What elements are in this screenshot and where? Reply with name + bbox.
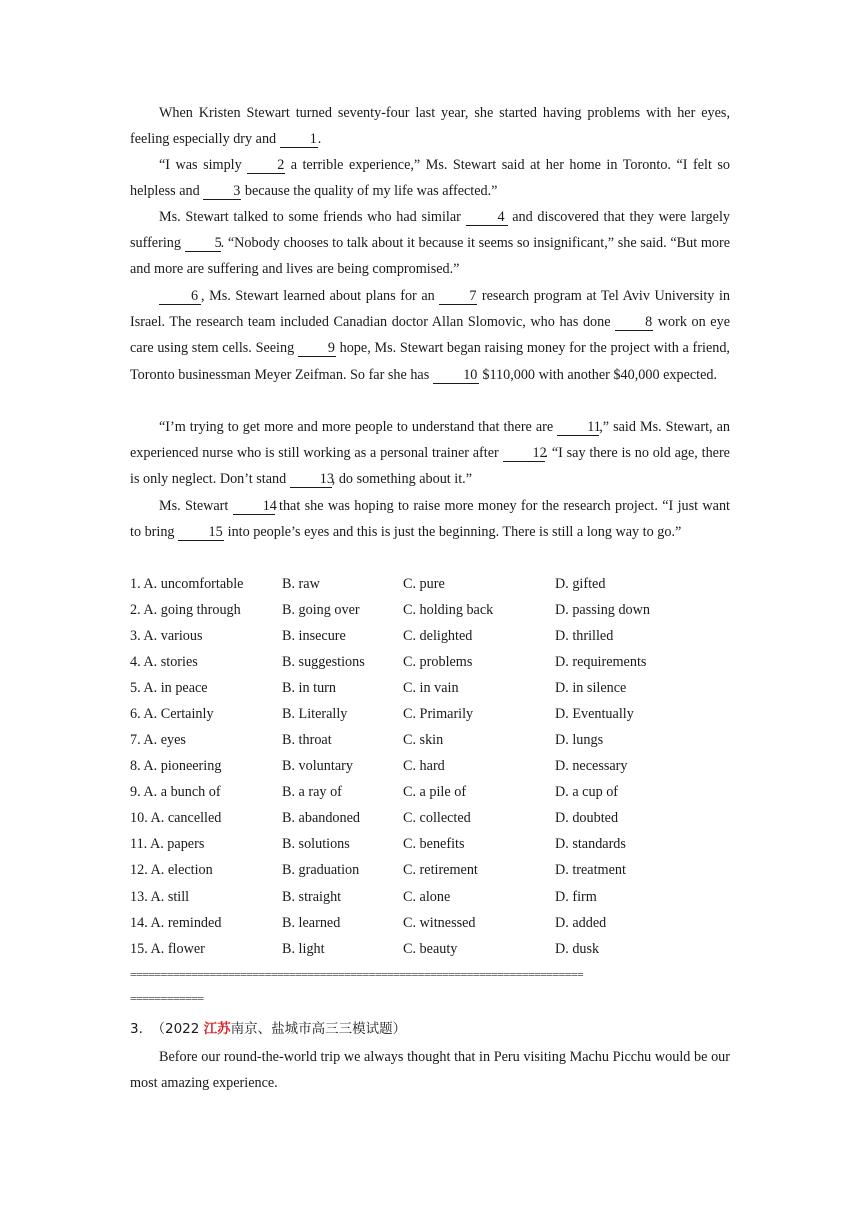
option-d: D. gifted — [555, 576, 606, 592]
passage-paragraph-6: Ms. Stewart 14 that she was hoping to raise more money for the research project. “I just want to bring 15 into people’s eyes and this is just the beginning. There is still a long way to go.” — [130, 498, 731, 541]
option-c: C. retirement — [403, 862, 478, 878]
option-c: C. skin — [403, 732, 444, 748]
option-d: D. firm — [555, 889, 597, 905]
option-b: B. voluntary — [282, 758, 353, 774]
option-b: B. solutions — [282, 836, 350, 852]
question-heading: 3. （2022 江苏南京、盐城市高三三模试题） — [130, 1021, 407, 1037]
blank-11: 11 — [557, 419, 599, 436]
option-c: C. problems — [403, 654, 473, 670]
option-b: B. insecure — [282, 628, 346, 644]
option-c: C. witnessed — [403, 915, 476, 931]
option-b: B. in turn — [282, 680, 336, 696]
option-a: 6. A. Certainly — [130, 706, 214, 722]
option-a: 1. A. uncomfortable — [130, 576, 244, 592]
option-b: B. Literally — [282, 706, 348, 722]
option-d: D. dusk — [555, 941, 600, 957]
option-d: D. lungs — [555, 732, 604, 748]
option-a: 14. A. reminded — [130, 915, 222, 931]
option-c: C. delighted — [403, 628, 473, 644]
option-row — [130, 727, 740, 753]
option-row — [130, 884, 740, 910]
option-a: 7. A. eyes — [130, 732, 186, 748]
passage-paragraph-1: When Kristen Stewart turned seventy-four last year, she started having problems with her eyes, feeling especially dry and 1. — [130, 105, 730, 148]
option-c: C. Primarily — [403, 706, 474, 722]
option-d: D. requirements — [555, 654, 647, 670]
blank-5: 5 — [185, 235, 221, 252]
question-number: 3. — [130, 1021, 143, 1037]
option-b: B. suggestions — [282, 654, 365, 670]
option-row — [130, 597, 740, 623]
separator-line-continued: ============ — [130, 992, 204, 1005]
option-c: C. holding back — [403, 602, 494, 618]
question-source: 南京、盐城市高三三模试题） — [230, 1021, 407, 1037]
option-a: 13. A. still — [130, 889, 190, 905]
option-row — [130, 571, 740, 597]
option-b: B. going over — [282, 602, 360, 618]
option-c: C. benefits — [403, 836, 465, 852]
option-row — [130, 701, 740, 727]
option-row — [130, 623, 740, 649]
passage-paragraph-4: 6 , Ms. Stewart learned about plans for an 7 research program at Tel Aviv University in Israel. The research team included Canadian doctor Allan Slomovic, who has done 8 work on eye care using stem cells. Seeing 9 hope, Ms. Stewart began raising money for the project with a friend, Toronto businessman Meyer Zeifman. So far she has 10 $110,000 with another $40,000 expected. — [130, 288, 731, 383]
option-row — [130, 910, 740, 936]
option-row — [130, 649, 740, 675]
option-a: 2. A. going through — [130, 602, 241, 618]
option-d: D. standards — [555, 836, 626, 852]
option-c: C. collected — [403, 810, 471, 826]
option-b: B. graduation — [282, 862, 360, 878]
option-a: 4. A. stories — [130, 654, 198, 670]
option-a: 10. A. cancelled — [130, 810, 222, 826]
option-row — [130, 936, 740, 962]
passage-paragraph-3: Ms. Stewart talked to some friends who had similar 4 and discovered that they were largely suffering 5. “Nobody chooses to talk about it because it seems so insignificant,” she said. “But more and more are suffering and lives are being compromised.” — [130, 209, 731, 278]
option-row — [130, 831, 740, 857]
option-b: B. light — [282, 941, 325, 957]
blank-9: 9 — [298, 340, 336, 357]
option-d: D. Eventually — [555, 706, 634, 722]
option-a: 8. A. pioneering — [130, 758, 222, 774]
option-a: 3. A. various — [130, 628, 203, 644]
option-a: 5. A. in peace — [130, 680, 208, 696]
blank-15: 15 — [178, 524, 224, 541]
option-row — [130, 805, 740, 831]
option-c: C. hard — [403, 758, 445, 774]
option-b: B. raw — [282, 576, 320, 592]
option-c: C. alone — [403, 889, 451, 905]
option-d: D. added — [555, 915, 607, 931]
option-b: B. a ray of — [282, 784, 342, 800]
option-d: D. doubted — [555, 810, 619, 826]
blank-2: 2 — [247, 157, 285, 174]
option-b: B. straight — [282, 889, 342, 905]
option-row — [130, 675, 740, 701]
option-b: B. throat — [282, 732, 332, 748]
blank-13: 13 — [290, 471, 332, 488]
separator-line: ========================================================================== — [130, 968, 584, 981]
option-row — [130, 753, 740, 779]
blank-14: 14 — [233, 498, 275, 515]
blank-8: 8 — [615, 314, 653, 331]
passage-paragraph-5: “I’m trying to get more and more people to understand that there are 11,” said Ms. Stewart, an experienced nurse who is still working as a personal trainer after 12. “I say there is no old age, there is only neglect. Don’t stand 13, do something about it.” — [130, 419, 730, 488]
blank-6: 6 — [159, 288, 201, 305]
option-row — [130, 779, 740, 805]
blank-4: 4 — [466, 209, 508, 226]
option-b: B. learned — [282, 915, 341, 931]
option-d: D. treatment — [555, 862, 626, 878]
option-row — [130, 857, 740, 883]
blank-7: 7 — [439, 288, 477, 305]
option-c: C. beauty — [403, 941, 458, 957]
option-c: C. in vain — [403, 680, 459, 696]
blank-3: 3 — [203, 183, 241, 200]
blank-10: 10 — [433, 367, 479, 384]
option-d: D. a cup of — [555, 784, 619, 800]
option-d: D. thrilled — [555, 628, 614, 644]
passage-paragraph-2: “I was simply 2 a terrible experience,” Ms. Stewart said at her home in Toronto. “I felt so helpless and 3 because the quality of my life was affected.” — [130, 157, 730, 200]
option-a: 12. A. election — [130, 862, 213, 878]
option-d: D. necessary — [555, 758, 628, 774]
blank-1: 1 — [280, 131, 318, 148]
blank-12: 12 — [503, 445, 545, 462]
option-d: D. passing down — [555, 602, 650, 618]
option-a: 11. A. papers — [130, 836, 205, 852]
option-a: 15. A. flower — [130, 941, 205, 957]
next-passage-intro: Before our round-the-world trip we always thought that in Peru visiting Machu Picchu would be our most amazing experience. — [130, 1049, 730, 1092]
option-a: 9. A. a bunch of — [130, 784, 221, 800]
province-highlight: 江苏 — [203, 1021, 231, 1037]
option-c: C. pure — [403, 576, 445, 592]
option-b: B. abandoned — [282, 810, 361, 826]
option-c: C. a pile of — [403, 784, 467, 800]
option-d: D. in silence — [555, 680, 627, 696]
